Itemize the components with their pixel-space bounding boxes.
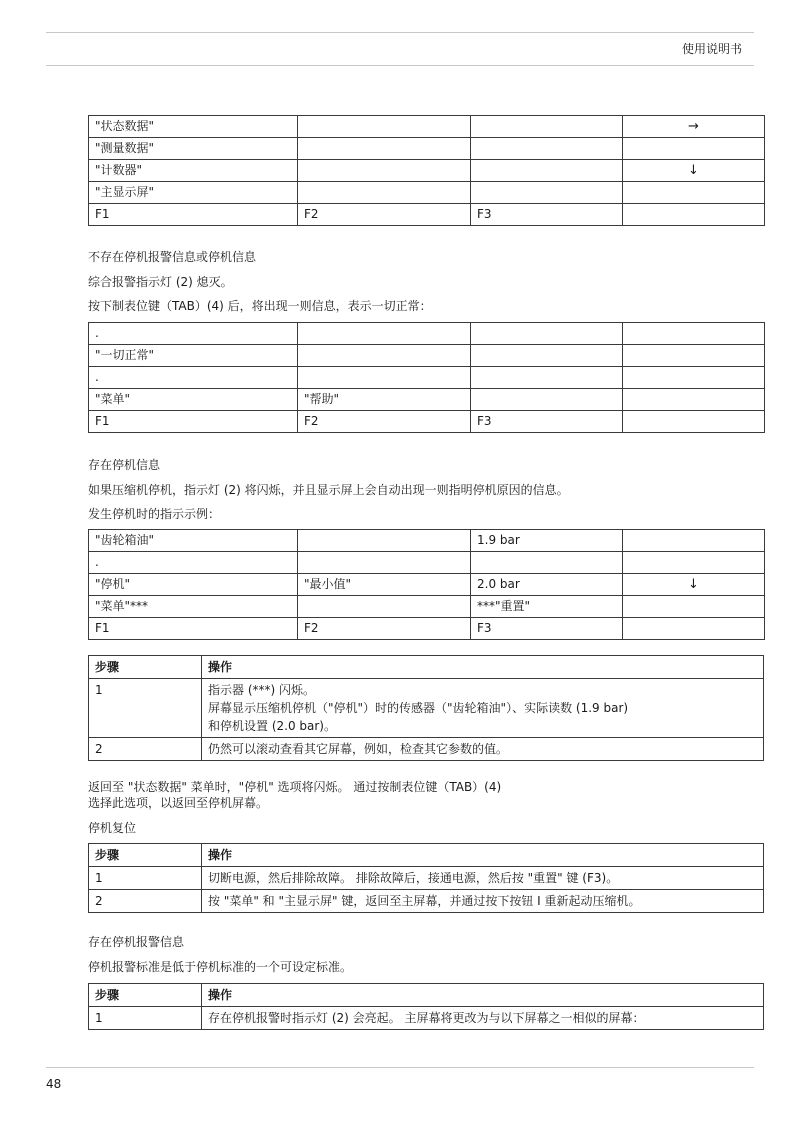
screen-cell: ***"重置"	[471, 596, 623, 618]
table-row	[89, 679, 764, 738]
steps-header-row	[89, 844, 764, 867]
paragraph: 如果压缩机停机，指示灯 (2) 将闪烁，并且显示屏上会自动出现一则指明停机原因的信息。	[88, 483, 569, 497]
screen-cell	[471, 182, 623, 204]
table-row	[89, 1007, 764, 1030]
screen-row	[89, 345, 765, 367]
function-key-f1: F1	[89, 411, 298, 433]
screen-cell	[623, 367, 765, 389]
function-key-f2: F2	[298, 411, 471, 433]
screen-cell: "状态数据"	[89, 116, 298, 138]
function-key-f2: F2	[298, 204, 471, 226]
screen-cell	[471, 138, 623, 160]
function-key-f1: F1	[89, 204, 298, 226]
screen-row	[89, 367, 765, 389]
screen-row	[89, 323, 765, 345]
step-number: 1	[89, 679, 202, 738]
screen-row	[89, 389, 765, 411]
screen-cell	[623, 345, 765, 367]
step-action-line: 屏幕显示压缩机停机（"停机"）时的传感器（"齿轮箱油"）、实际读数 (1.9 bar)	[208, 701, 629, 715]
steps-header-row	[89, 984, 764, 1007]
screen-cell	[471, 160, 623, 182]
screen-row	[89, 574, 765, 596]
page-number: 48	[46, 1077, 62, 1091]
step-number: 1	[89, 867, 202, 890]
table-row	[89, 867, 764, 890]
screen-cell: "齿轮箱油"	[89, 530, 298, 552]
screen-row	[89, 182, 765, 204]
arrow-down-icon: ↓	[623, 160, 765, 182]
function-key-f2: F2	[298, 618, 471, 640]
screen-cell	[471, 116, 623, 138]
screen-cell: "一切正常"	[89, 345, 298, 367]
step-action-line: 按 "菜单" 和 "主显示屏" 键，返回至主屏幕，并通过按下按钮 I 重新起动压缩机。	[208, 894, 641, 908]
screen-cell: "停机"	[89, 574, 298, 596]
screen-cell	[623, 204, 765, 226]
screen-cell	[623, 138, 765, 160]
screen-cell	[471, 367, 623, 389]
steps-header-row	[89, 656, 764, 679]
step-number: 2	[89, 890, 202, 913]
screen-cell	[298, 367, 471, 389]
function-key-f1: F1	[89, 618, 298, 640]
step-action	[202, 890, 764, 913]
screen-cell	[471, 323, 623, 345]
header-top-rule	[46, 32, 754, 33]
screen-cell	[623, 411, 765, 433]
screen-cell: "帮助"	[298, 389, 471, 411]
screen-cell	[623, 323, 765, 345]
screen-cell: .	[89, 552, 298, 574]
column-header-step: 步骤	[89, 656, 202, 679]
function-key-f3: F3	[471, 204, 623, 226]
screen-cell	[298, 323, 471, 345]
screen-cell	[298, 182, 471, 204]
step-number: 1	[89, 1007, 202, 1030]
step-action-line: 切断电源，然后排除故障。 排除故障后，接通电源，然后按 "重置" 键 (F3)。	[208, 871, 619, 885]
column-header-step: 步骤	[89, 984, 202, 1007]
function-key-row	[89, 411, 765, 433]
display-screen-shutdown	[88, 529, 765, 640]
steps-table-reset	[88, 843, 764, 913]
screen-row	[89, 160, 765, 182]
display-screen-status	[88, 115, 765, 226]
screen-cell: "最小值"	[298, 574, 471, 596]
screen-cell	[298, 160, 471, 182]
column-header-action: 操作	[202, 656, 764, 679]
function-key-row	[89, 618, 765, 640]
steps-table-alarm	[88, 983, 764, 1030]
paragraph: 返回至 "状态数据" 菜单时，"停机" 选项将闪烁。 通过按制表位键（TAB）(4)	[88, 780, 502, 794]
screen-cell	[298, 530, 471, 552]
screen-cell	[298, 552, 471, 574]
screen-cell: "主显示屏"	[89, 182, 298, 204]
screen-cell	[623, 596, 765, 618]
step-action-line: 指示器 (***) 闪烁。	[208, 683, 315, 697]
column-header-action: 操作	[202, 844, 764, 867]
display-screen-all-ok	[88, 322, 765, 433]
screen-cell	[298, 138, 471, 160]
screen-cell: "菜单"	[89, 389, 298, 411]
screen-row	[89, 138, 765, 160]
step-action	[202, 679, 764, 738]
header-title: 使用说明书	[681, 42, 742, 56]
header-bottom-rule	[46, 65, 754, 66]
paragraph: 综合报警指示灯 (2) 熄灭。	[88, 275, 233, 289]
column-header-action: 操作	[202, 984, 764, 1007]
step-action-line: 和停机设置 (2.0 bar)。	[208, 719, 336, 733]
screen-cell	[298, 116, 471, 138]
column-header-step: 步骤	[89, 844, 202, 867]
section-heading-no-alarm: 不存在停机报警信息或停机信息	[88, 250, 257, 264]
screen-cell	[471, 389, 623, 411]
steps-table-shutdown	[88, 655, 764, 761]
screen-cell	[471, 552, 623, 574]
screen-cell	[623, 618, 765, 640]
step-action-line: 存在停机报警时指示灯 (2) 会亮起。 主屏幕将更改为与以下屏幕之一相似的屏幕：	[208, 1011, 645, 1025]
paragraph: 停机报警标准是低于停机标准的一个可设定标准。	[88, 960, 353, 974]
screen-row	[89, 596, 765, 618]
screen-cell: "菜单"***	[89, 596, 298, 618]
screen-cell	[471, 345, 623, 367]
section-heading-alarm: 存在停机报警信息	[88, 935, 185, 949]
section-heading-shutdown: 存在停机信息	[88, 458, 161, 472]
screen-cell	[623, 552, 765, 574]
screen-row	[89, 530, 765, 552]
step-action	[202, 738, 764, 761]
screen-cell	[298, 345, 471, 367]
table-row	[89, 738, 764, 761]
screen-cell: .	[89, 323, 298, 345]
screen-cell	[623, 530, 765, 552]
section-heading-reset: 停机复位	[88, 821, 137, 835]
footer-rule	[46, 1067, 754, 1068]
screen-cell: "计数器"	[89, 160, 298, 182]
screen-row	[89, 116, 765, 138]
paragraph: 按下制表位键（TAB）(4) 后，将出现一则信息，表示一切正常：	[88, 299, 432, 313]
screen-cell: "测量数据"	[89, 138, 298, 160]
screen-cell	[623, 182, 765, 204]
screen-cell: 1.9 bar	[471, 530, 623, 552]
arrow-right-icon: →	[623, 116, 765, 138]
step-action	[202, 867, 764, 890]
screen-cell	[298, 596, 471, 618]
screen-cell	[623, 389, 765, 411]
step-action	[202, 1007, 764, 1030]
screen-cell: .	[89, 367, 298, 389]
table-row	[89, 890, 764, 913]
screen-cell: 2.0 bar	[471, 574, 623, 596]
screen-row	[89, 552, 765, 574]
step-number: 2	[89, 738, 202, 761]
paragraph: 发生停机时的指示示例：	[88, 507, 221, 521]
arrow-down-icon: ↓	[623, 574, 765, 596]
step-action-line: 仍然可以滚动查看其它屏幕，例如，检查其它参数的值。	[208, 742, 509, 756]
function-key-row	[89, 204, 765, 226]
function-key-f3: F3	[471, 618, 623, 640]
paragraph: 选择此选项，以返回至停机屏幕。	[88, 796, 269, 810]
function-key-f3: F3	[471, 411, 623, 433]
